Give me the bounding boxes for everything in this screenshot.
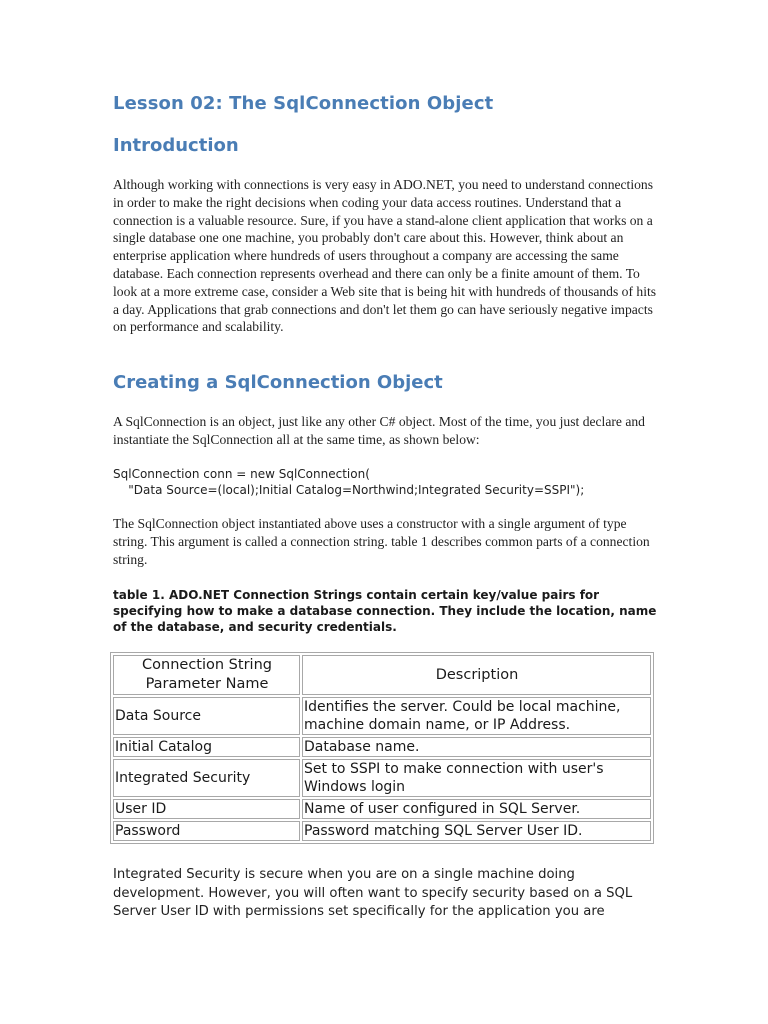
table-row: [113, 799, 651, 819]
table-cell-parameter: Integrated Security: [113, 759, 300, 797]
table-row: [113, 759, 651, 797]
table-cell-parameter: Data Source: [113, 697, 300, 735]
table-header-cell: Description: [302, 655, 651, 695]
table-cell-description: Password matching SQL Server User ID.: [302, 821, 651, 841]
introduction-heading: Introduction: [113, 135, 239, 156]
table-cell-parameter: User ID: [113, 799, 300, 819]
table-cell-description: Name of user configured in SQL Server.: [302, 799, 651, 819]
table-header-cell: Connection String Parameter Name: [113, 655, 300, 695]
lesson-title: Lesson 02: The SqlConnection Object: [113, 93, 494, 114]
table-caption: table 1. ADO.NET Connection Strings contain certain key/value pairs for specifying how to make a database connection. They include the location, name of the database, and security credentials.: [113, 588, 657, 634]
table-cell-description: Identifies the server. Could be local machine, machine domain name, or IP Address.: [302, 697, 651, 735]
code-line-1: SqlConnection conn = new SqlConnection(: [113, 467, 370, 481]
table-header-row: [113, 655, 651, 695]
table-row: [113, 697, 651, 735]
table-cell-description: Set to SSPI to make connection with user's Windows login: [302, 759, 651, 797]
introduction-paragraph: Although working with connections is very easy in ADO.NET, you need to understand connections in order to make the right decisions when coding your data access routines. Understand that a connection is a valuable resource. Sure, if you have a stand-alone client application that works on a single database one one machine, you probably don't care about this. However, think about an enterprise application where hundreds of users throughout a company are accessing the same database. Each connection represents overhead and there can only be a finite amount of them. To look at a more extreme case, consider a Web site that is being hit with hundreds of thousands of hits a day. Applications that grab connections and don't let them go can have seriously negative impacts on performance and scalability.: [113, 177, 657, 335]
code-sample: [113, 466, 584, 498]
code-line-2: "Data Source=(local);Initial Catalog=Northwind;Integrated Security=SSPI");: [113, 483, 585, 497]
table-cell-description: Database name.: [302, 737, 651, 757]
table-row: [113, 821, 651, 841]
table-cell-parameter: Initial Catalog: [113, 737, 300, 757]
creating-heading: Creating a SqlConnection Object: [113, 372, 443, 393]
table-cell-parameter: Password: [113, 821, 300, 841]
integrated-security-paragraph: Integrated Security is secure when you are on a single machine doing development. However, you will often want to specify security based on a SQL Server User ID with permissions set specifically for the application you are: [113, 867, 633, 919]
connection-string-table: [110, 652, 654, 844]
table-row: [113, 737, 651, 757]
creating-paragraph-1: A SqlConnection is an object, just like any other C# object. Most of the time, you just declare and instantiate the SqlConnection all at the same time, as shown below:: [113, 414, 645, 447]
creating-paragraph-2: The SqlConnection object instantiated above uses a constructor with a single argument of type string. This argument is called a connection string. table 1 describes common parts of a connection string.: [113, 516, 650, 567]
